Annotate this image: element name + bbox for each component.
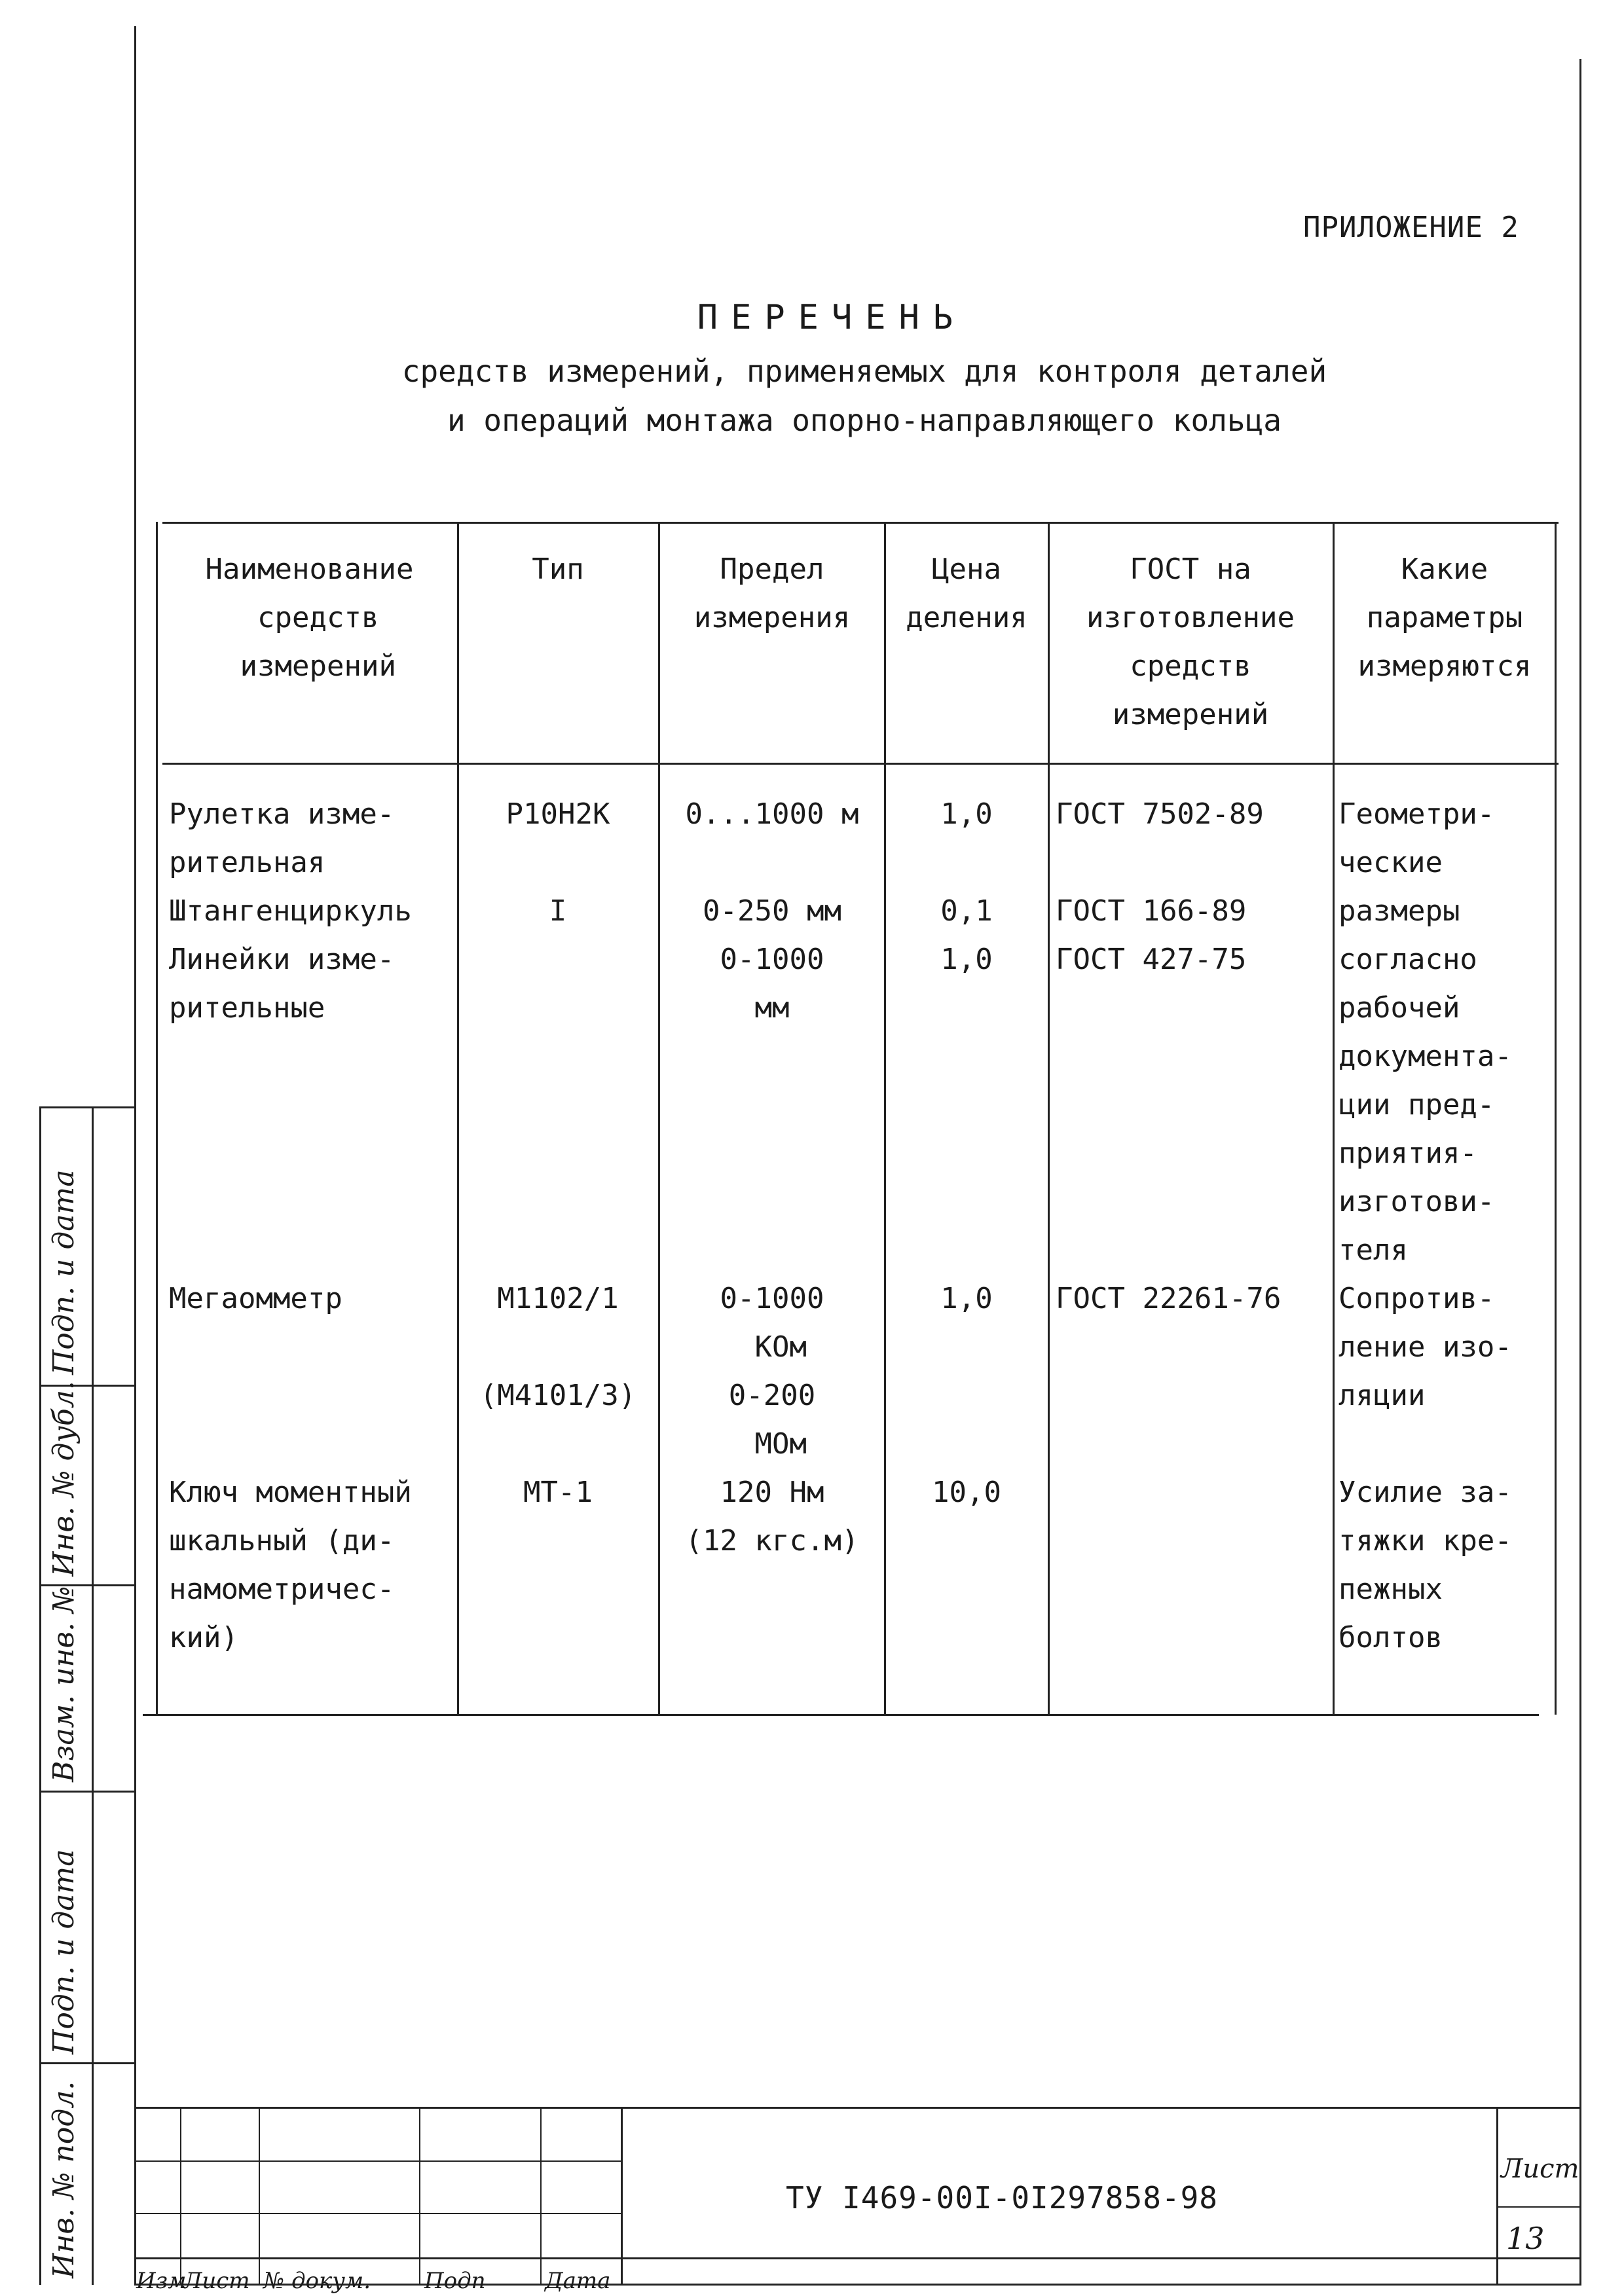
- side-label-inv-dubl: Инв. № дубл.: [47, 1381, 81, 1576]
- document-code: ТУ I469-00I-0I297858-98: [786, 2180, 1218, 2215]
- header-gost: ГОСТ на изготовление средств измерений: [1086, 553, 1295, 731]
- tb-col-4: [540, 2107, 542, 2285]
- column-type: Р10Н2К I М1102/1 (М4101/3) МТ-1: [479, 797, 637, 1509]
- stamp-list: Лист: [183, 2268, 250, 2294]
- header-range: Предел измерения: [693, 553, 851, 634]
- column-division: 1,0 0,1 1,0 1,0 10,0: [932, 797, 1001, 1509]
- stamp-doc-no: № докум.: [263, 2268, 371, 2294]
- title-block-row-2: [134, 2213, 622, 2214]
- table-col-border-2: [658, 522, 660, 1715]
- table-col-border-4: [1048, 522, 1050, 1715]
- tb-col-6: [1496, 2107, 1498, 2285]
- title-block-row-1: [134, 2160, 622, 2162]
- sheet-box-divider: [1496, 2206, 1580, 2208]
- tb-col-2: [259, 2107, 260, 2285]
- header-type: Тип: [532, 553, 584, 586]
- title-block-top: [134, 2107, 1581, 2109]
- tb-col-1: [180, 2107, 181, 2285]
- side-label-podp-data-top: Подп. и дата: [47, 1169, 81, 1375]
- stamp-podp: Подп: [424, 2268, 486, 2294]
- tb-col-5: [621, 2107, 623, 2285]
- side-label-vzam-inv: Взам. инв. №: [47, 1586, 81, 1782]
- table-bottom-border: [143, 1714, 1539, 1716]
- side-stamp-sep-4: [39, 2062, 136, 2064]
- frame-right-border: [1579, 59, 1581, 2285]
- side-stamp-top: [39, 1106, 136, 1108]
- table-col-border-6: [1555, 522, 1557, 1715]
- document-title: ПЕРЕЧЕНЬ: [697, 298, 967, 337]
- side-stamp-outer-line: [39, 1106, 41, 2285]
- document-subtitle-line-1: средств измерений, применяемых для контроля деталей: [401, 354, 1327, 389]
- title-block-row-3: [134, 2257, 1581, 2259]
- appendix-label: ПРИЛОЖЕНИЕ 2: [1303, 211, 1519, 244]
- side-stamp-inner-line: [92, 1106, 94, 2285]
- side-stamp-sep-3: [39, 1791, 136, 1793]
- table-header-divider: [162, 763, 1559, 765]
- stamp-data: Дата: [545, 2268, 611, 2294]
- document-subtitle-line-2: и операций монтажа опорно-направляющего кольца: [447, 403, 1282, 438]
- header-name: Наименование средств измерений: [205, 553, 414, 683]
- side-label-inv-podl: Инв. № подл.: [47, 2081, 81, 2278]
- header-params: Какие параметры измеряются: [1357, 553, 1532, 683]
- table-top-border: [162, 522, 1559, 524]
- column-parameters: Геометри- ческие размеры согласно рабочей документа- ции пред- приятия- изготови- теля Сопротив- ление изо- ляции Усилие за- тяжки кре- пежных болтов: [1338, 797, 1512, 1654]
- table-col-border-0: [156, 522, 158, 1715]
- table-col-border-1: [457, 522, 459, 1715]
- table-col-border-3: [884, 522, 886, 1715]
- tb-col-3: [419, 2107, 420, 2285]
- stamp-izm: Изм: [136, 2268, 187, 2294]
- sheet-label: Лист: [1501, 2154, 1579, 2184]
- table-col-border-5: [1333, 522, 1335, 1715]
- header-division: Цена деления: [906, 553, 1027, 634]
- sheet-number: 13: [1506, 2221, 1545, 2256]
- column-gost: ГОСТ 7502-89 ГОСТ 166-89 ГОСТ 427-75 ГОСТ 22261-76: [1056, 797, 1282, 1315]
- side-label-podp-data-bottom: Подп. и дата: [47, 1849, 81, 2054]
- column-instrument-name: Рулетка изме- рительная Штангенциркуль Линейки изме- рительные Мегаомметр Ключ моментный шкальный (ди- намометричес- кий): [169, 797, 412, 1654]
- column-measurement-range: 0...1000 м 0-250 мм 0-1000 мм 0-1000 КОм 0-200 МОм 120 Нм (12 кгс.м): [685, 797, 859, 1558]
